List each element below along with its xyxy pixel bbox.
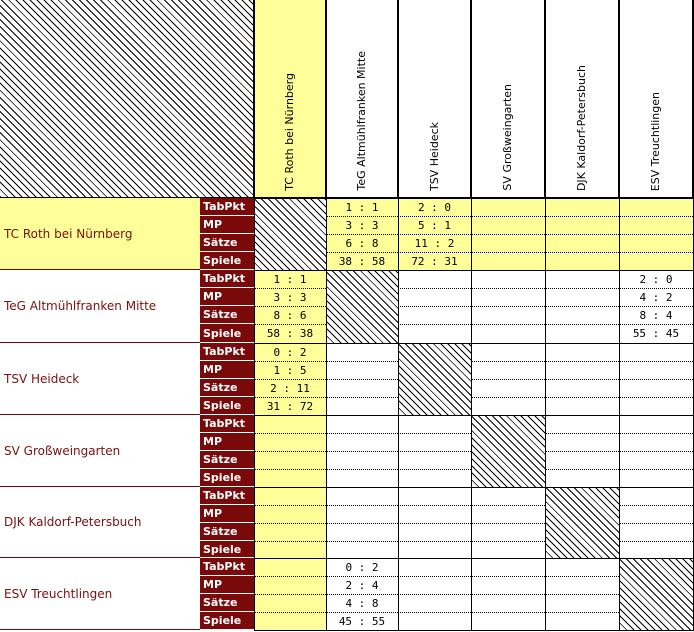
column-header-label: SV Großweingarten	[501, 84, 514, 191]
dotted-separator	[398, 505, 471, 506]
dotted-separator	[398, 576, 471, 577]
diagonal-hatch	[398, 343, 471, 415]
dotted-separator	[471, 361, 545, 362]
score-spiele: 31 : 72	[266, 399, 314, 413]
dotted-separator	[545, 469, 619, 470]
dotted-separator	[545, 216, 619, 217]
grid-line-horizontal	[254, 270, 694, 271]
row-header-5: DJK Kaldorf-Petersbuch	[0, 487, 200, 558]
dotted-separator	[619, 433, 693, 434]
grid-line-vertical	[471, 0, 472, 630]
stat-label-mp: MP	[200, 216, 254, 234]
dotted-separator	[619, 397, 693, 398]
dotted-separator	[398, 288, 471, 289]
dotted-separator	[545, 379, 619, 380]
grid-line-horizontal	[254, 198, 694, 199]
dotted-separator	[398, 541, 471, 542]
dotted-separator	[471, 216, 545, 217]
score-spiele: 55 : 45	[632, 327, 680, 340]
column-header-6	[619, 0, 693, 198]
dotted-separator	[326, 523, 398, 524]
corner-hatch	[0, 0, 254, 198]
score-tabpkt: 0 : 2	[273, 345, 307, 359]
dotted-separator	[619, 451, 693, 452]
stat-label-mp: MP	[200, 433, 254, 451]
stat-label-mp: MP	[200, 361, 254, 379]
score-mp: 1 : 5	[273, 363, 307, 377]
column-header-5	[545, 0, 619, 198]
dotted-separator	[471, 306, 545, 307]
dotted-separator	[326, 397, 398, 398]
dotted-separator	[619, 234, 693, 235]
stat-label-tabpkt: TabPkt	[200, 415, 254, 433]
score-tabpkt: 1 : 1	[273, 272, 307, 286]
dotted-separator	[545, 361, 619, 362]
dotted-separator	[619, 469, 693, 470]
diagonal-hatch	[254, 198, 326, 270]
stat-label-spiele: Spiele	[200, 324, 254, 343]
dotted-separator	[254, 523, 326, 524]
column-header-1	[254, 0, 326, 198]
score-mp: 2 : 4	[345, 578, 379, 592]
score-tabpkt: 0 : 2	[345, 560, 379, 574]
score-spiele: 72 : 31	[411, 254, 458, 268]
score-spiele: 45 : 55	[338, 614, 386, 628]
grid-line-vertical	[619, 0, 620, 630]
dotted-separator	[398, 451, 471, 452]
column-header-4	[471, 0, 545, 198]
column-header-label: TSV Heideck	[427, 122, 441, 191]
dotted-separator	[254, 451, 326, 452]
dotted-separator	[254, 612, 326, 613]
score-sätze: 8 : 6	[273, 308, 307, 322]
dotted-separator	[545, 288, 619, 289]
stat-label-mp: MP	[200, 505, 254, 523]
dotted-separator	[326, 433, 398, 434]
score-spiele: 38 : 58	[338, 254, 386, 268]
dotted-separator	[326, 451, 398, 452]
dotted-separator	[471, 324, 545, 325]
dotted-separator	[398, 523, 471, 524]
dotted-separator	[326, 361, 398, 362]
stat-label-spiele: Spiele	[200, 469, 254, 487]
dotted-separator	[471, 252, 545, 253]
dotted-separator	[471, 288, 545, 289]
dotted-separator	[398, 433, 471, 434]
dotted-separator	[619, 252, 693, 253]
dotted-separator	[471, 576, 545, 577]
stat-label-sätze: Sätze	[200, 234, 254, 252]
dotted-separator	[471, 379, 545, 380]
stat-label-spiele: Spiele	[200, 612, 254, 630]
dotted-separator	[471, 397, 545, 398]
dotted-separator	[254, 576, 326, 577]
column-header-3	[398, 0, 471, 198]
dotted-separator	[545, 252, 619, 253]
stat-label-spiele: Spiele	[200, 252, 254, 270]
row-header-3: TSV Heideck	[0, 343, 200, 415]
stat-label-spiele: Spiele	[200, 397, 254, 415]
row-header-4: SV Großweingarten	[0, 415, 200, 487]
row-header-2: TeG Altmühlfranken Mitte	[0, 270, 200, 343]
stat-label-tabpkt: TabPkt	[200, 270, 254, 288]
dotted-separator	[471, 505, 545, 506]
dotted-separator	[398, 306, 471, 307]
diagonal-hatch	[545, 487, 619, 558]
dotted-separator	[545, 612, 619, 613]
grid-line-vertical	[254, 0, 255, 630]
score-tabpkt: 2 : 0	[417, 200, 452, 214]
grid-line-vertical	[545, 0, 546, 630]
grid-line-horizontal	[254, 415, 694, 416]
dotted-separator	[326, 541, 398, 542]
dotted-separator	[471, 594, 545, 595]
column-header-label: TeG Altmühlfranken Mitte	[355, 51, 368, 191]
dotted-separator	[619, 361, 693, 362]
stat-label-sätze: Sätze	[200, 594, 254, 612]
stat-label-spiele: Spiele	[200, 541, 254, 558]
grid-line-horizontal	[254, 630, 694, 631]
diagonal-hatch	[471, 415, 545, 487]
dotted-separator	[619, 523, 693, 524]
dotted-separator	[619, 505, 693, 506]
grid-line-vertical	[398, 0, 399, 630]
dotted-separator	[545, 433, 619, 434]
dotted-separator	[398, 469, 471, 470]
score-sätze: 2 : 11	[270, 381, 310, 395]
score-mp: 3 : 3	[273, 290, 307, 304]
score-mp: 3 : 3	[345, 218, 379, 232]
grid-line-vertical	[326, 0, 327, 630]
dotted-separator	[545, 234, 619, 235]
dotted-separator	[398, 324, 471, 325]
stat-label-mp: MP	[200, 576, 254, 594]
score-sätze: 8 : 4	[639, 308, 673, 322]
dotted-separator	[398, 612, 471, 613]
stat-label-tabpkt: TabPkt	[200, 198, 254, 216]
diagonal-hatch	[619, 558, 693, 630]
dotted-separator	[471, 612, 545, 613]
dotted-separator	[545, 576, 619, 577]
dotted-separator	[471, 541, 545, 542]
grid-line-horizontal	[254, 487, 694, 488]
dotted-separator	[545, 451, 619, 452]
stat-label-sätze: Sätze	[200, 306, 254, 324]
grid-line-horizontal	[254, 343, 694, 344]
dotted-separator	[619, 216, 693, 217]
stat-label-tabpkt: TabPkt	[200, 558, 254, 576]
score-sätze: 4 : 8	[345, 596, 379, 610]
score-tabpkt: 1 : 1	[345, 200, 379, 214]
dotted-separator	[545, 397, 619, 398]
dotted-separator	[254, 469, 326, 470]
column-header-label: DJK Kaldorf-Petersbuch	[575, 64, 588, 191]
stat-label-tabpkt: TabPkt	[200, 487, 254, 505]
row-header-1: TC Roth bei Nürnberg	[0, 198, 200, 270]
diagonal-hatch	[326, 270, 398, 343]
score-mp: 4 : 2	[639, 290, 673, 304]
score-sätze: 11 : 2	[414, 236, 455, 250]
dotted-separator	[326, 469, 398, 470]
stat-label-sätze: Sätze	[200, 523, 254, 541]
dotted-separator	[545, 306, 619, 307]
row-header-6: ESV Treuchtlingen	[0, 558, 200, 630]
dotted-separator	[619, 541, 693, 542]
dotted-separator	[326, 379, 398, 380]
column-header-2	[326, 0, 398, 198]
score-spiele: 58 : 38	[266, 327, 314, 340]
stat-label-sätze: Sätze	[200, 379, 254, 397]
dotted-separator	[545, 594, 619, 595]
dotted-separator	[471, 523, 545, 524]
dotted-separator	[254, 541, 326, 542]
stat-label-sätze: Sätze	[200, 451, 254, 469]
stat-label-tabpkt: TabPkt	[200, 343, 254, 361]
dotted-separator	[471, 234, 545, 235]
dotted-separator	[326, 505, 398, 506]
stat-label-mp: MP	[200, 288, 254, 306]
score-mp: 5 : 1	[417, 218, 452, 232]
grid-line-horizontal	[254, 558, 694, 559]
dotted-separator	[254, 594, 326, 595]
column-header-label: TC Roth bei Nürnberg	[283, 73, 296, 191]
column-header-label: ESV Treuchtlingen	[649, 91, 662, 191]
score-sätze: 6 : 8	[345, 236, 379, 250]
score-tabpkt: 2 : 0	[639, 272, 673, 286]
dotted-separator	[398, 594, 471, 595]
dotted-separator	[619, 379, 693, 380]
dotted-separator	[254, 505, 326, 506]
dotted-separator	[545, 324, 619, 325]
dotted-separator	[254, 433, 326, 434]
